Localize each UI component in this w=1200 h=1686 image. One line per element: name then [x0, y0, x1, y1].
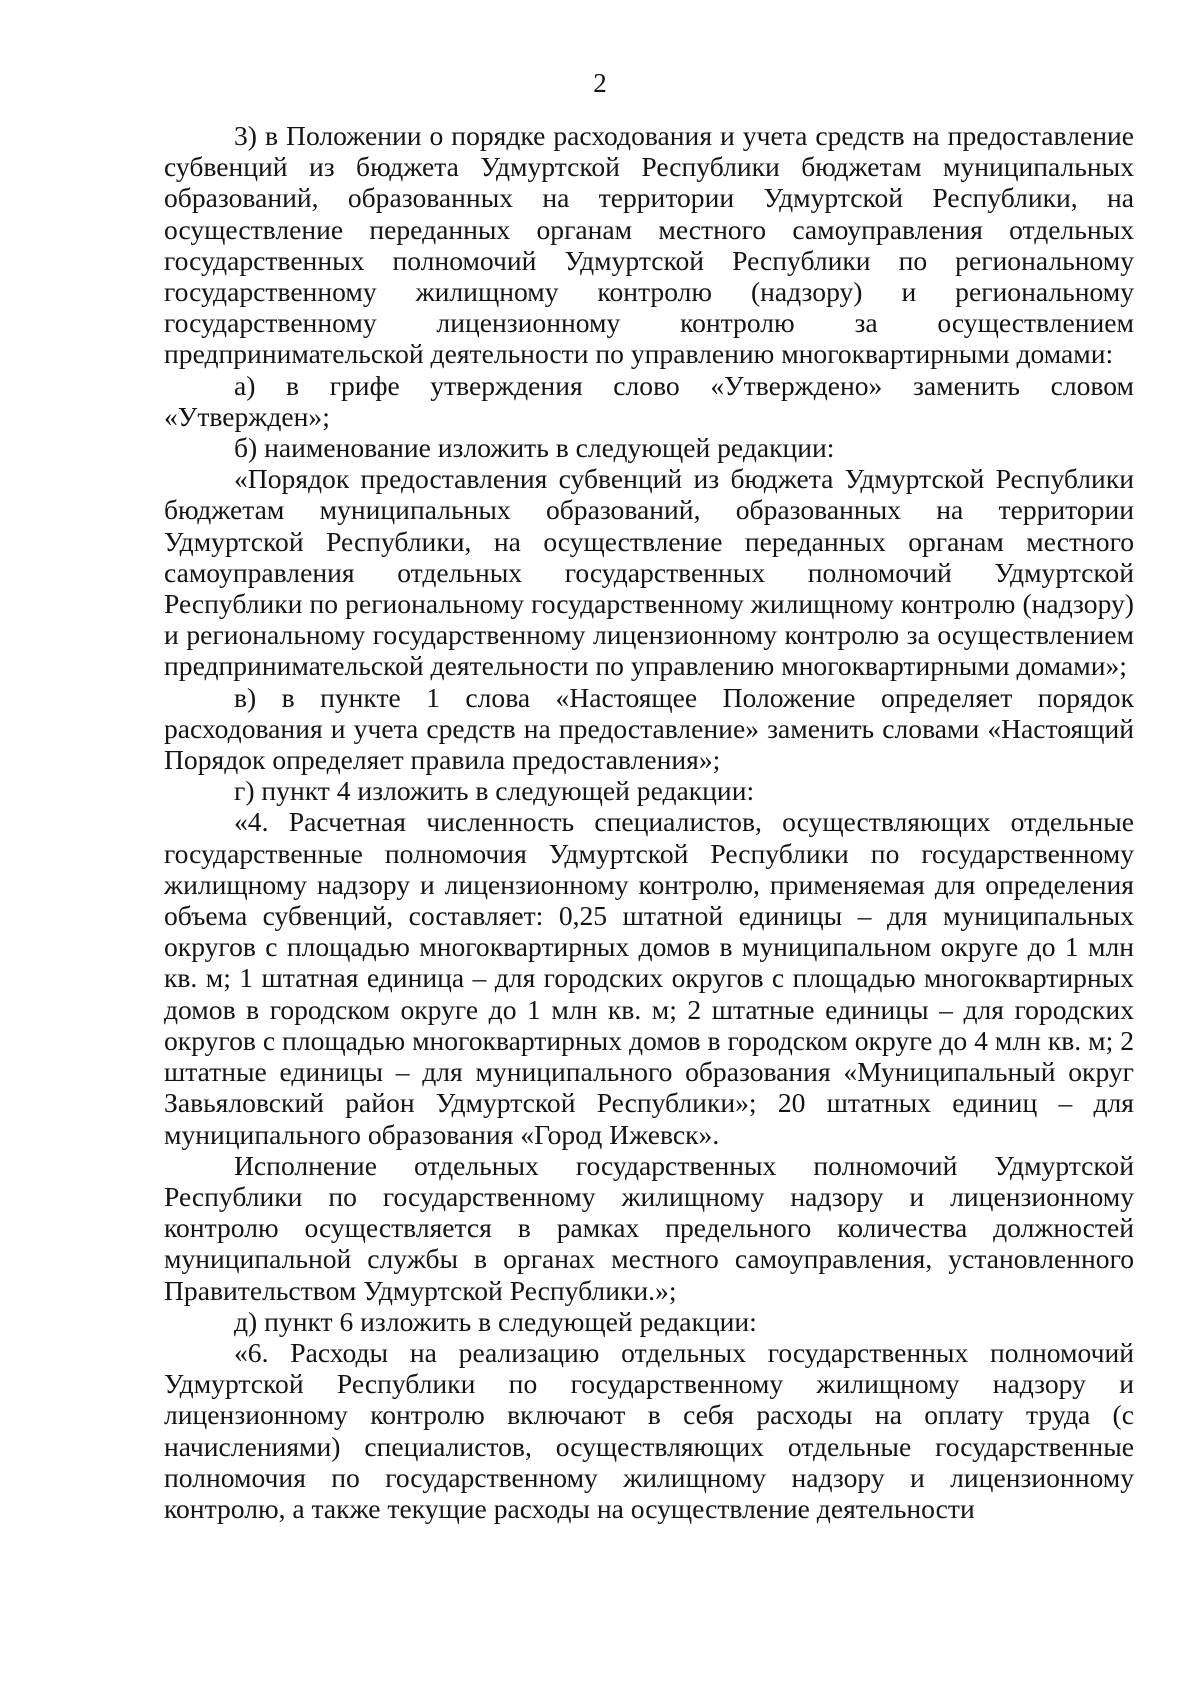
paragraph-3b: б) наименование изложить в следующей редакции: — [234, 432, 835, 464]
paragraph-3a: а) в грифе утверждения слово «Утверждено» заменить словом «Утвержден»; — [164, 369, 1134, 432]
paragraph-3g: г) пункт 4 изложить в следующей редакции: — [234, 775, 755, 807]
paragraph-3v: в) в пункте 1 слова «Настоящее Положение определяет порядок расходования и учета средств на предоставление» заменить словами «Настоящий Порядок определяет правила предоставления»; — [164, 681, 1134, 776]
document-body — [164, 120, 1134, 1524]
paragraph-3-intro: 3) в Положении о порядке расходования и учета средств на предоставление субвенций из бюджета Удмуртской Республики бюджетам муниципальных образований, образованных на территории Удмуртской Республики, на осуществление переданных органам местного самоуправления отдельных государственных полномочий Удмуртской Республики по региональному государственному жилищному контролю (надзору) и региональному государственному лицензионному контролю за осуществлением предпринимательской деятельности по управлению многоквартирными домами: — [164, 120, 1134, 370]
paragraph-point-6: «6. Расходы на реализацию отдельных государственных полномочий Удмуртской Республики по государственному жилищному надзору и лицензионному контролю включают в себя расходы на оплату труда (с начислениями) специалистов, осуществляющих отдельные государственные полномочия по государственному жилищному надзору и лицензионному контролю, а также текущие расходы на осуществление деятельности — [164, 1336, 1134, 1524]
paragraph-point-4-execution: Исполнение отдельных государственных полномочий Удмуртской Республики по государственному жилищному надзору и лицензионному контролю осуществляется в рамках предельного количества должностей муниципальной службы в органах местного самоуправления, установленного Правительством Удмуртской Республики.»; — [164, 1149, 1134, 1306]
paragraph-3d: д) пункт 6 изложить в следующей редакции: — [234, 1305, 757, 1337]
paragraph-point-4: «4. Расчетная численность специалистов, осуществляющих отдельные государственные полномочия Удмуртской Республики по государственному жилищному надзору и лицензионному контролю, применяемая для определения объема субвенций, составляет: 0,25 штатной единицы – для муниципальных округов с площадью многоквартирных домов в муниципальном округе до 1 млн кв. м; 1 штатная единица – для городских округов с площадью многоквартирных домов в городском округе до 1 млн кв. м; 2 штатные единицы – для городских округов с площадью многоквартирных домов в городском округе до 4 млн кв. м; 2 штатные единицы – для муниципального образования «Муниципальный округ Завьяловский район Удмуртской Республики»; 20 штатных единиц – для муниципального образования «Город Ижевск». — [164, 806, 1134, 1150]
page-number: 2 — [593, 68, 607, 98]
paragraph-3b-new-title: «Порядок предоставления субвенций из бюджета Удмуртской Республики бюджетам муниципальных образований, образованных на территории Удмуртской Республики, на осуществление переданных органам местного самоуправления отдельных государственных полномочий Удмуртской Республики по региональному государственному жилищному контролю (надзору) и региональному государственному лицензионному контролю за осуществлением предпринимательской деятельности по управлению многоквартирными домами»; — [164, 463, 1134, 682]
